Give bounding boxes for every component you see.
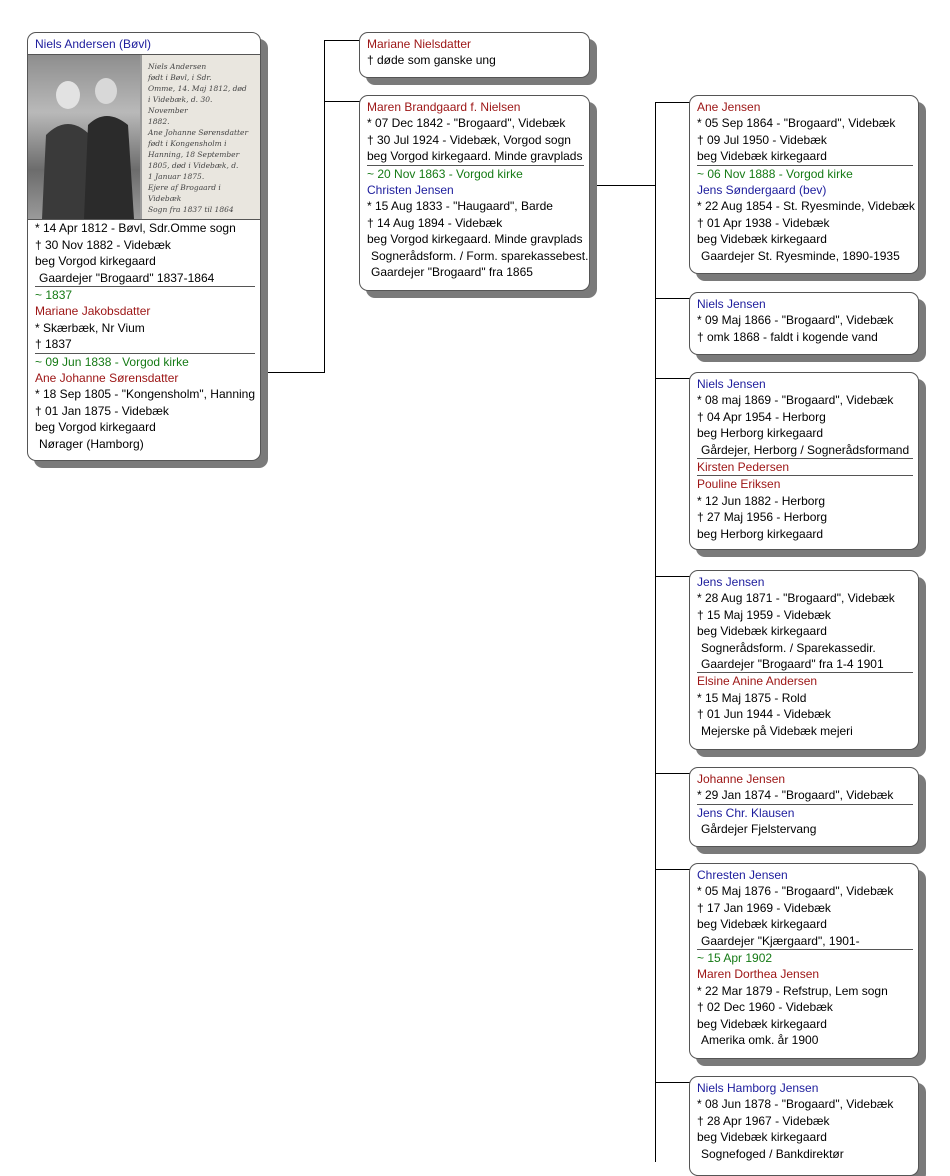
birth-line: * 09 Maj 1866 - "Brogaard", Videbæk xyxy=(697,313,894,328)
spouse-burial-line: beg Videbæk kirkegaard xyxy=(697,232,827,247)
person-card-maren-brandgaard[interactable] xyxy=(359,95,590,291)
death-line: † omk 1868 - faldt i kogende vand xyxy=(697,329,878,344)
spouse-death-line: † 14 Aug 1894 - Videbæk xyxy=(367,215,503,230)
birth-line: * 07 Dec 1842 - "Brogaard", Videbæk xyxy=(367,116,566,131)
person-card-niels-jensen-1869[interactable] xyxy=(689,372,919,550)
couple-photo-image xyxy=(28,55,140,219)
connector-gc4-h xyxy=(655,576,690,577)
spouse-name[interactable]: Mariane Jakobsdatter xyxy=(35,304,151,319)
burial-line: beg Videbæk kirkegaard xyxy=(697,624,827,639)
person-name[interactable]: Niels Andersen (Bøvl) xyxy=(28,36,260,55)
person-name[interactable]: Maren Brandgaard f. Nielsen xyxy=(367,100,521,114)
connector-root-h xyxy=(261,372,325,373)
spouse-death-line: † 01 Jun 1944 - Videbæk xyxy=(697,707,831,722)
occupation-line: Sognerådsform. / Sparekassedir. xyxy=(701,640,876,655)
person-card-jens-jensen[interactable] xyxy=(689,570,919,750)
spouse-death-line: † 02 Dec 1960 - Videbæk xyxy=(697,1000,833,1015)
burial-line: beg Vorgod kirkegaard. Minde gravplads xyxy=(367,149,583,164)
marriage-line: ~ 09 Jun 1838 - Vorgod kirke xyxy=(35,353,255,370)
spouse-note-line: Mejerske på Videbæk mejeri xyxy=(701,723,853,738)
spouse-name[interactable]: Elsine Anine Andersen xyxy=(697,672,913,689)
marriage-line: ~ 15 Apr 1902 xyxy=(697,949,913,966)
birth-line: * 08 maj 1869 - "Brogaard", Videbæk xyxy=(697,393,894,408)
spouse-burial-line: beg Vorgod kirkegaard. Minde gravplads xyxy=(367,232,583,247)
spouse-burial-line: beg Videbæk kirkegaard xyxy=(697,1016,827,1031)
person-name[interactable]: Mariane Nielsdatter xyxy=(367,37,472,51)
spouse-note-line: Gårdejer Fjelstervang xyxy=(701,822,817,837)
connector-child2-h xyxy=(324,101,360,102)
spouse-birth-line: * Skærbæk, Nr Vium xyxy=(35,320,145,335)
spouse-note-line: Gaardejer St. Ryesminde, 1890-1935 xyxy=(701,248,900,263)
occupation-line: Gaardejer "Brogaard" 1837-1864 xyxy=(39,270,215,285)
burial-line: beg Videbæk kirkegaard xyxy=(697,917,827,932)
person-card-niels-jensen-1866[interactable] xyxy=(689,292,919,355)
spouse-name[interactable]: Pouline Eriksen xyxy=(697,475,913,492)
person-name[interactable]: Ane Jensen xyxy=(697,100,761,114)
death-line: † 28 Apr 1967 - Videbæk xyxy=(697,1113,830,1128)
death-line: † 04 Apr 1954 - Herborg xyxy=(697,409,826,424)
birth-line: * 05 Maj 1876 - "Brogaard", Videbæk xyxy=(697,884,894,899)
connector-gc1-h xyxy=(655,102,690,103)
spouse-birth-line: * 22 Aug 1854 - St. Ryesminde, Videbæk xyxy=(697,199,915,214)
spouse-name[interactable]: Ane Johanne Sørensdatter xyxy=(35,371,179,386)
spouse-death-line: † 1837 xyxy=(35,337,72,352)
connector-grandchildren-v xyxy=(655,102,656,1162)
marriage-line: ~ 1837 xyxy=(35,286,255,303)
person-name[interactable]: Niels Hamborg Jensen xyxy=(697,1081,819,1095)
person-name[interactable]: Niels Jensen xyxy=(697,297,766,311)
person-name[interactable]: Niels Jensen xyxy=(697,377,766,391)
spouse-name[interactable]: Kirsten Pedersen xyxy=(697,458,913,475)
spouse-note-line: Nørager (Hamborg) xyxy=(39,436,144,451)
spouse-note-line: Gaardejer "Brogaard" fra 1865 xyxy=(371,265,533,280)
handwritten-note: Niels Andersen født i Bøvl, i Sdr. Omme, 14. Maj 1812, død i Videbæk, d. 30. November 1882. Ane Johanne Sørensdatter født i Kongensholm i Hanning, 18 September 1805, død i Videbæk, d. 1 Januar 1875. Ejere af Brogaard i Videbæk Sogn fra 1837 til 1864 xyxy=(142,55,260,219)
burial-line: beg Videbæk kirkegaard xyxy=(697,1130,827,1145)
connector-maren-h xyxy=(590,185,656,186)
person-card-johanne-jensen[interactable] xyxy=(689,767,919,847)
occupation-line: Sognefoged / Bankdirektør xyxy=(701,1146,844,1161)
death-line: † 09 Jul 1950 - Videbæk xyxy=(697,132,827,147)
burial-line: beg Vorgod kirkegaard xyxy=(35,254,156,269)
connector-child1-h xyxy=(324,40,360,41)
spouse-name[interactable]: Jens Chr. Klausen xyxy=(697,804,913,821)
connector-gc3-h xyxy=(655,378,690,379)
occupation-line: Gårdejer, Herborg / Sognerådsformand xyxy=(701,442,910,457)
spouse-note-line: Sognerådsform. / Form. sparekassebest. xyxy=(371,248,589,263)
birth-line: * 28 Aug 1871 - "Brogaard", Videbæk xyxy=(697,591,895,606)
connector-gc7-h xyxy=(655,1082,690,1083)
birth-line: * 14 Apr 1812 - Bøvl, Sdr.Omme sogn xyxy=(35,221,236,236)
burial-line: beg Videbæk kirkegaard xyxy=(697,149,827,164)
spouse-death-line: † 27 Maj 1956 - Herborg xyxy=(697,510,828,525)
person-card-niels-andersen[interactable] xyxy=(27,32,261,461)
spouse-burial-line: beg Herborg kirkegaard xyxy=(697,526,824,541)
person-card-mariane-nielsdatter[interactable] xyxy=(359,32,590,78)
spouse-birth-line: * 15 Maj 1875 - Rold xyxy=(697,690,807,705)
spouse-birth-line: * 18 Sep 1805 - "Kongensholm", Hanning xyxy=(35,387,256,402)
occupation-line: Gaardejer "Brogaard" fra 1-4 1901 xyxy=(701,657,884,672)
spouse-death-line: † 01 Jan 1875 - Videbæk xyxy=(35,403,169,418)
couple-silhouette-icon xyxy=(28,55,140,219)
person-name[interactable]: Johanne Jensen xyxy=(697,772,786,786)
spouse-death-line: † 01 Apr 1938 - Videbæk xyxy=(697,215,830,230)
portrait-photo xyxy=(28,55,260,220)
death-line: † døde som ganske ung xyxy=(367,53,496,68)
spouse-name[interactable]: Jens Søndergaard (bev) xyxy=(697,183,827,198)
birth-line: * 29 Jan 1874 - "Brogaard", Videbæk xyxy=(697,788,894,803)
spouse-burial-line: beg Vorgod kirkegaard xyxy=(35,420,156,435)
occupation-line: Gaardejer "Kjærgaard", 1901- xyxy=(701,933,860,948)
marriage-line: ~ 06 Nov 1888 - Vorgod kirke xyxy=(697,165,913,182)
person-name[interactable]: Jens Jensen xyxy=(697,575,765,589)
person-card-niels-hamborg-jensen[interactable] xyxy=(689,1076,919,1176)
birth-line: * 08 Jun 1878 - "Brogaard", Videbæk xyxy=(697,1097,894,1112)
person-card-ane-jensen[interactable] xyxy=(689,95,919,274)
death-line: † 17 Jan 1969 - Videbæk xyxy=(697,900,831,915)
person-card-chresten-jensen[interactable] xyxy=(689,863,919,1059)
person-name[interactable]: Chresten Jensen xyxy=(697,868,788,882)
spouse-note-line: Amerika omk. år 1900 xyxy=(701,1033,819,1048)
connector-gc5-h xyxy=(655,773,690,774)
spouse-birth-line: * 15 Aug 1833 - "Haugaard", Barde xyxy=(367,199,553,214)
birth-line: * 05 Sep 1864 - "Brogaard", Videbæk xyxy=(697,116,896,131)
death-line: † 30 Nov 1882 - Videbæk xyxy=(35,237,171,252)
connector-gc6-h xyxy=(655,869,690,870)
spouse-birth-line: * 12 Jun 1882 - Herborg xyxy=(697,493,826,508)
connector-gc2-h xyxy=(655,298,690,299)
marriage-line: ~ 20 Nov 1863 - Vorgod kirke xyxy=(367,165,584,182)
death-line: † 30 Jul 1924 - Videbæk, Vorgod sogn xyxy=(367,132,571,147)
spouse-name[interactable]: Maren Dorthea Jensen xyxy=(697,967,820,982)
spouse-birth-line: * 22 Mar 1879 - Refstrup, Lem sogn xyxy=(697,983,888,998)
connector-children-v xyxy=(324,40,325,373)
death-line: † 15 Maj 1959 - Videbæk xyxy=(697,607,831,622)
spouse-name[interactable]: Christen Jensen xyxy=(367,183,454,198)
burial-line: beg Herborg kirkegaard xyxy=(697,426,824,441)
